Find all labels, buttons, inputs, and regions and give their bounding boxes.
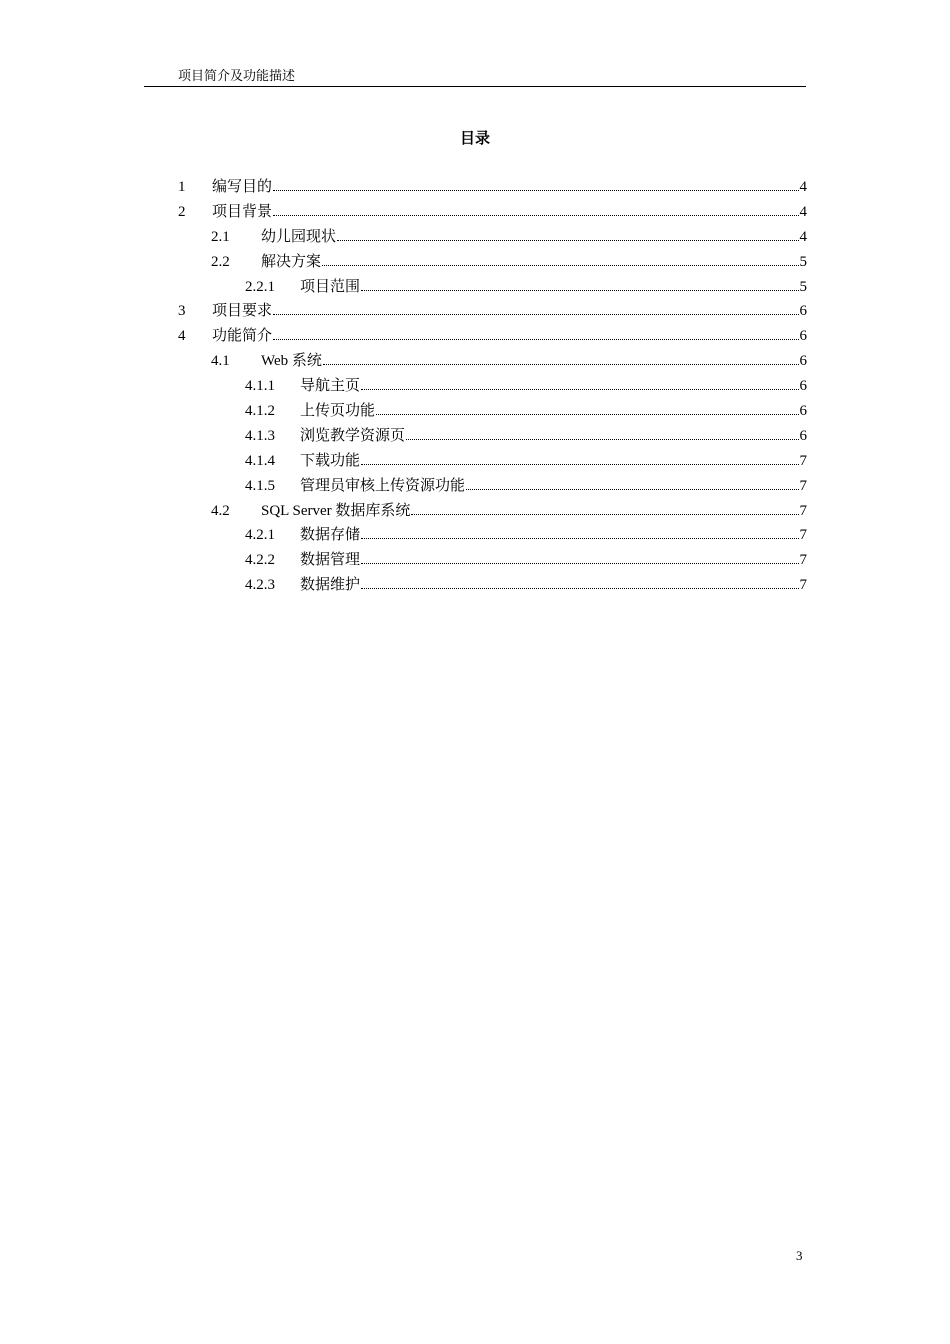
toc-entry[interactable] <box>178 524 807 549</box>
toc-entry-page: 7 <box>799 552 807 569</box>
toc-heading: 目录 <box>459 129 490 147</box>
toc-dot-leader <box>361 375 798 390</box>
toc-dot-leader <box>273 201 798 216</box>
toc-entry[interactable] <box>178 425 807 450</box>
toc-entry[interactable] <box>178 500 807 525</box>
toc-dot-leader <box>466 475 798 490</box>
toc-entry-number: 4.2.3 <box>245 577 275 594</box>
table-of-contents <box>178 176 807 599</box>
toc-entry-page: 4 <box>799 228 807 245</box>
toc-entry-title: 数据管理 <box>300 552 361 569</box>
toc-entry[interactable] <box>178 450 807 475</box>
toc-entry-page: 5 <box>799 253 807 270</box>
toc-entry-page: 6 <box>799 328 807 345</box>
toc-entry-page: 7 <box>799 502 807 519</box>
header-title: 项目简介及功能描述 <box>178 68 296 83</box>
toc-entry-number: 2.2.1 <box>245 278 275 295</box>
toc-entry-title: 编写目的 <box>212 179 273 195</box>
toc-dot-leader <box>322 251 798 266</box>
toc-entry-title: 数据维护 <box>300 577 361 594</box>
toc-entry-page: 6 <box>799 353 807 370</box>
toc-entry-title: 下载功能 <box>300 452 361 469</box>
toc-entry[interactable] <box>178 574 807 599</box>
toc-entry[interactable] <box>178 251 807 276</box>
toc-entry-title: 管理员审核上传资源功能 <box>300 477 466 494</box>
toc-dot-leader <box>361 524 798 539</box>
toc-dot-leader <box>361 549 798 564</box>
toc-dot-leader <box>323 350 799 365</box>
toc-dot-leader <box>406 425 798 440</box>
toc-entry[interactable] <box>178 325 807 350</box>
toc-entry-title: 浏览教学资源页 <box>300 427 406 444</box>
toc-entry-page: 4 <box>799 179 807 195</box>
toc-dot-leader <box>361 574 798 589</box>
toc-entry-number: 2 <box>178 203 186 220</box>
toc-dot-leader <box>411 500 798 515</box>
toc-entry[interactable] <box>178 400 807 425</box>
toc-entry-number: 4.1.3 <box>245 427 275 444</box>
toc-entry[interactable] <box>178 226 807 251</box>
toc-entry-number: 4 <box>178 328 186 345</box>
toc-entry-title: Web 系统 <box>261 353 322 370</box>
toc-entry-page: 7 <box>799 452 807 469</box>
toc-dot-leader <box>273 176 798 191</box>
toc-entry-page: 6 <box>799 403 807 420</box>
toc-entry[interactable] <box>178 276 807 301</box>
toc-entry-title: 上传页功能 <box>300 403 376 420</box>
toc-dot-leader <box>273 325 798 340</box>
toc-entry-number: 4.2 <box>211 502 230 519</box>
toc-entry[interactable] <box>178 350 807 375</box>
toc-entry-number: 1 <box>178 179 186 195</box>
toc-entry-title: 项目背景 <box>212 203 273 220</box>
toc-entry-title: SQL Server 数据库系统 <box>261 502 411 519</box>
toc-dot-leader <box>361 450 798 465</box>
toc-entry-page: 4 <box>799 203 807 220</box>
toc-entry[interactable] <box>178 201 807 226</box>
toc-entry-number: 4.1 <box>211 353 230 370</box>
toc-entry-title: 解决方案 <box>261 253 322 270</box>
toc-entry-page: 6 <box>799 427 807 444</box>
toc-entry-page: 6 <box>799 378 807 395</box>
toc-entry-page: 7 <box>799 577 807 594</box>
toc-entry-page: 6 <box>799 303 807 320</box>
toc-entry-number: 4.1.1 <box>245 378 275 395</box>
toc-entry-number: 4.1.4 <box>245 452 275 469</box>
toc-entry-title: 导航主页 <box>300 378 361 395</box>
toc-entry-number: 2.2 <box>211 253 230 270</box>
toc-dot-leader <box>337 226 798 241</box>
page-number: 3 <box>796 1248 803 1263</box>
toc-entry-number: 4.2.2 <box>245 552 275 569</box>
toc-entry[interactable] <box>178 375 807 400</box>
toc-entry[interactable] <box>178 176 807 201</box>
toc-entry-page: 7 <box>799 527 807 544</box>
toc-dot-leader <box>361 276 798 291</box>
page-header <box>144 66 806 87</box>
toc-entry-number: 2.1 <box>211 228 230 245</box>
toc-entry-title: 项目要求 <box>212 303 273 320</box>
toc-entry[interactable] <box>178 475 807 500</box>
toc-entry[interactable] <box>178 549 807 574</box>
toc-dot-leader <box>273 300 798 315</box>
toc-entry-title: 幼儿园现状 <box>261 228 337 245</box>
toc-dot-leader <box>376 400 798 415</box>
toc-entry-number: 4.1.5 <box>245 477 275 494</box>
toc-entry-title: 功能简介 <box>212 328 273 345</box>
toc-entry-title: 项目范围 <box>300 278 361 295</box>
toc-entry-title: 数据存储 <box>300 527 361 544</box>
toc-entry-page: 7 <box>799 477 807 494</box>
toc-entry[interactable] <box>178 300 807 325</box>
toc-entry-number: 4.1.2 <box>245 403 275 420</box>
toc-entry-number: 4.2.1 <box>245 527 275 544</box>
toc-entry-number: 3 <box>178 303 186 320</box>
toc-entry-page: 5 <box>799 278 807 295</box>
